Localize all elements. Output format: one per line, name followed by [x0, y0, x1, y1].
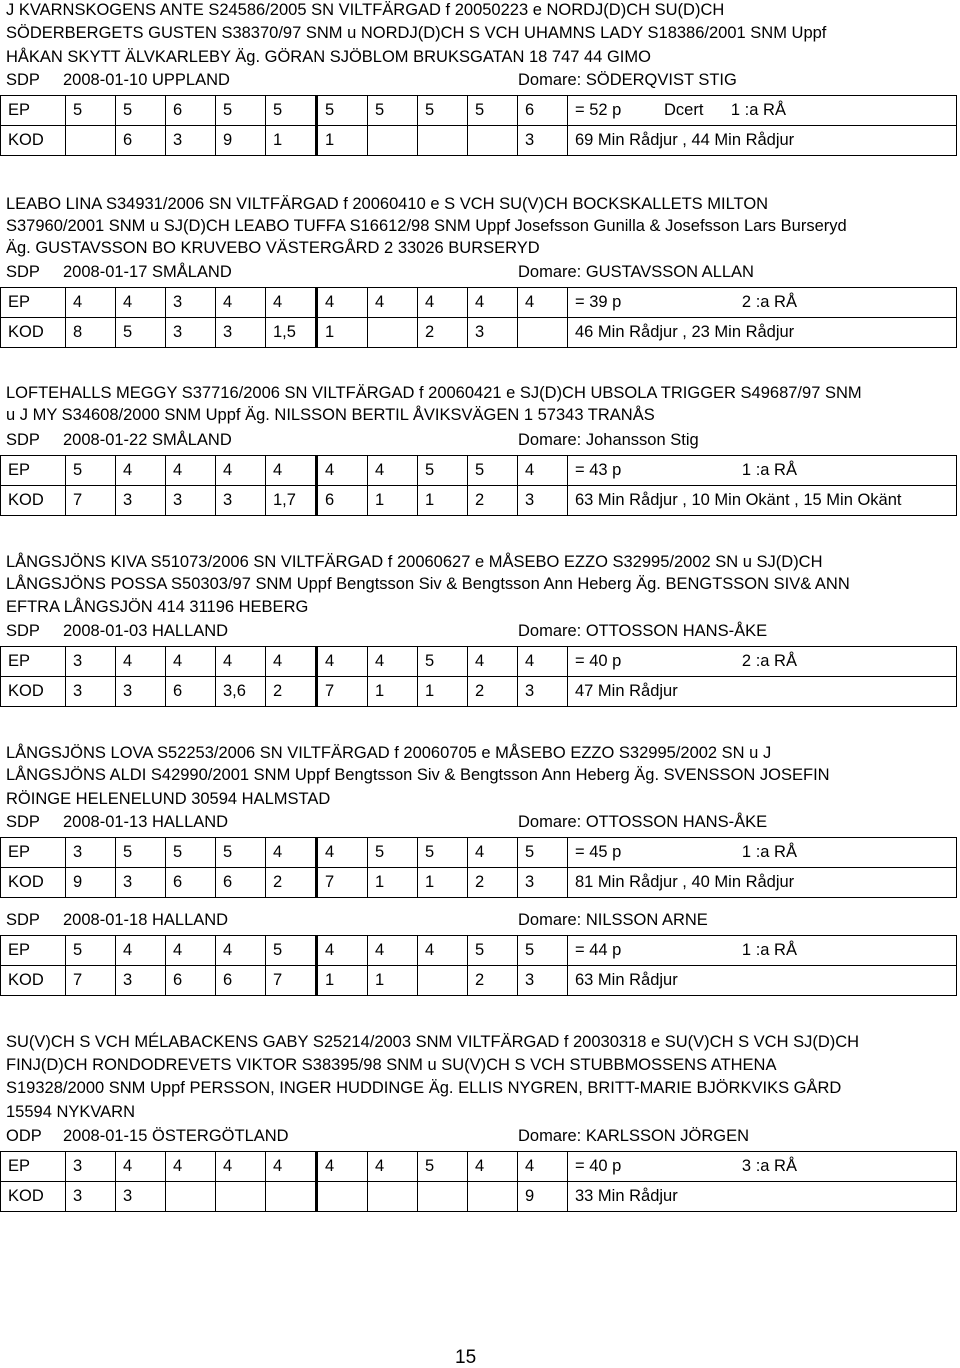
ep-score-cell: 4: [116, 647, 166, 677]
trial-kind: SDP: [6, 431, 40, 449]
trial-info-line: [6, 430, 956, 450]
dog-description-line: u J MY S34608/2000 SNM Uppf Äg. NILSSON BERTIL ÅVIKSVÄGEN 1 57343 TRANÅS: [6, 406, 655, 424]
kod-score-cell: 1: [368, 966, 418, 996]
ep-score-cell: 5: [166, 838, 216, 868]
trial-kind: SDP: [6, 71, 40, 89]
ep-total: = 43 p: [568, 456, 658, 486]
ep-score-cell: 5: [418, 96, 468, 126]
kod-score-cell: 7: [66, 966, 116, 996]
trial-info-line: [6, 621, 956, 641]
ep-score-cell: 4: [317, 936, 368, 966]
kod-score-cell: 3: [518, 486, 568, 516]
kod-score-cell: 1,7: [266, 486, 317, 516]
kod-score-cell: [166, 1182, 216, 1212]
ep-score-cell: 4: [468, 647, 518, 677]
trial-kind: SDP: [6, 813, 40, 831]
kod-score-cell: 2: [468, 868, 518, 898]
dog-description-line: RÖINGE HELENELUND 30594 HALMSTAD: [6, 790, 331, 808]
kod-row: [1, 318, 957, 348]
kod-score-cell: 2: [418, 318, 468, 348]
ep-score-cell: 5: [418, 456, 468, 486]
score-table: [0, 837, 957, 898]
page-number: 15: [455, 1347, 477, 1368]
ep-score-cell: 4: [368, 456, 418, 486]
ep-total: = 39 p: [568, 288, 658, 318]
score-table: [0, 95, 957, 156]
kod-row: [1, 677, 957, 707]
kod-score-cell: 3: [468, 318, 518, 348]
trial-info-line: [6, 70, 956, 90]
kod-score-cell: 3: [518, 868, 568, 898]
kod-score-cell: 3: [166, 318, 216, 348]
kod-score-cell: 6: [166, 868, 216, 898]
kod-label: KOD: [1, 677, 66, 707]
kod-score-cell: [368, 318, 418, 348]
ep-score-cell: 4: [518, 288, 568, 318]
dog-description-line: LÅNGSJÖNS ALDI S42990/2001 SNM Uppf Bengtsson Siv & Bengtsson Ann Heberg Äg. SVENSSON JOSEFIN: [6, 766, 830, 784]
trial-info-line: [6, 262, 956, 282]
kod-score-cell: 6: [166, 677, 216, 707]
kod-label: KOD: [1, 868, 66, 898]
kod-score-cell: 3: [116, 677, 166, 707]
dog-description-line: S19328/2000 SNM Uppf PERSSON, INGER HUDDINGE Äg. ELLIS NYGREN, BRITT-MARIE BJÖRKVIKS GÅRD: [6, 1079, 842, 1097]
ep-score-cell: 5: [418, 838, 468, 868]
kod-score-cell: 1: [317, 318, 368, 348]
kod-score-cell: 3: [518, 126, 568, 156]
dog-description-line: S37960/2001 SNM u SJ(D)CH LEABO TUFFA S16612/98 SNM Uppf Josefsson Gunilla & Josefsson Lars Burseryd: [6, 217, 847, 235]
trial-judge: Domare: SÖDERQVIST STIG: [518, 71, 737, 89]
trial-judge: Domare: OTTOSSON HANS-ÅKE: [518, 622, 768, 640]
kod-score-cell: [368, 1182, 418, 1212]
ep-row: [1, 288, 957, 318]
ep-score-cell: 4: [266, 1152, 317, 1182]
kod-score-cell: 2: [266, 868, 317, 898]
ep-score-cell: 4: [317, 838, 368, 868]
kod-score-cell: 3: [66, 677, 116, 707]
header-line: HÅKAN SKYTT ÄLVKARLEBY Äg. GÖRAN SJÖBLOM BRUKSGATAN 18 747 44 GIMO: [6, 48, 651, 66]
kod-score-cell: [317, 1182, 368, 1212]
kod-score-cell: 2: [468, 486, 518, 516]
dog-description-line: EFTRA LÅNGSJÖN 414 31196 HEBERG: [6, 598, 309, 616]
trial-date-region: 2008-01-17 SMÅLAND: [63, 263, 232, 281]
kod-score-cell: 2: [468, 966, 518, 996]
ep-score-cell: 4: [166, 1152, 216, 1182]
kod-score-cell: 9: [66, 868, 116, 898]
kod-score-cell: [418, 966, 468, 996]
kod-score-cell: [418, 1182, 468, 1212]
ep-score-cell: 4: [216, 1152, 266, 1182]
kod-result: 69 Min Rådjur , 44 Min Rådjur: [568, 126, 957, 156]
ep-label: EP: [1, 456, 66, 486]
kod-result: 46 Min Rådjur , 23 Min Rådjur: [568, 318, 957, 348]
ep-result: 3 :a RÅ: [657, 1152, 957, 1182]
kod-score-cell: 2: [468, 677, 518, 707]
kod-score-cell: 3: [518, 677, 568, 707]
ep-score-cell: 4: [418, 936, 468, 966]
ep-label: EP: [1, 288, 66, 318]
ep-result: Dcert 1 :a RÅ: [657, 96, 957, 126]
trial-judge: Domare: GUSTAVSSON ALLAN: [518, 263, 754, 281]
kod-score-cell: 3: [66, 1182, 116, 1212]
kod-label: KOD: [1, 1182, 66, 1212]
ep-total: = 40 p: [568, 1152, 658, 1182]
trial-date-region: 2008-01-10 UPPLAND: [63, 71, 230, 89]
kod-result: 81 Min Rådjur , 40 Min Rådjur: [568, 868, 957, 898]
ep-total: = 52 p: [568, 96, 658, 126]
kod-score-cell: 7: [317, 868, 368, 898]
ep-score-cell: 5: [266, 96, 317, 126]
ep-score-cell: 4: [116, 456, 166, 486]
kod-score-cell: 3: [518, 966, 568, 996]
ep-score-cell: 3: [66, 1152, 116, 1182]
ep-score-cell: 4: [216, 647, 266, 677]
ep-score-cell: 4: [317, 647, 368, 677]
kod-score-cell: 1: [418, 486, 468, 516]
kod-result: 63 Min Rådjur: [568, 966, 957, 996]
ep-score-cell: 4: [368, 936, 418, 966]
ep-score-cell: 5: [468, 456, 518, 486]
ep-score-cell: 4: [368, 647, 418, 677]
ep-score-cell: 5: [468, 936, 518, 966]
ep-total: = 45 p: [568, 838, 658, 868]
kod-score-cell: 3: [216, 318, 266, 348]
kod-score-cell: 9: [216, 126, 266, 156]
kod-score-cell: 1,5: [266, 318, 317, 348]
ep-score-cell: 6: [518, 96, 568, 126]
dog-description-line: 15594 NYKVARN: [6, 1103, 136, 1121]
ep-score-cell: 5: [368, 96, 418, 126]
ep-score-cell: 4: [468, 1152, 518, 1182]
kod-score-cell: 6: [116, 126, 166, 156]
kod-row: [1, 966, 957, 996]
kod-score-cell: 2: [266, 677, 317, 707]
ep-score-cell: 5: [216, 838, 266, 868]
ep-score-cell: 5: [368, 838, 418, 868]
ep-score-cell: 5: [317, 96, 368, 126]
kod-score-cell: 3: [116, 486, 166, 516]
ep-result: 1 :a RÅ: [657, 838, 957, 868]
trial-judge: Domare: Johansson Stig: [518, 431, 699, 449]
score-table: [0, 935, 957, 996]
dog-description-line: LEABO LINA S34931/2006 SN VILTFÄRGAD f 20060410 e S VCH SU(V)CH BOCKSKALLETS MILTON: [6, 195, 769, 213]
ep-score-cell: 4: [468, 288, 518, 318]
ep-score-cell: 4: [166, 647, 216, 677]
header-line: SÖDERBERGETS GUSTEN S38370/97 SNM u NORDJ(D)CH S VCH UHAMNS LADY S18386/2001 SNM Uppf: [6, 24, 827, 42]
ep-score-cell: 4: [468, 838, 518, 868]
kod-score-cell: 1: [266, 126, 317, 156]
trial-kind: ODP: [6, 1127, 42, 1145]
kod-score-cell: 6: [166, 966, 216, 996]
kod-score-cell: 3: [166, 126, 216, 156]
ep-score-cell: 5: [116, 96, 166, 126]
ep-label: EP: [1, 647, 66, 677]
kod-row: [1, 486, 957, 516]
ep-score-cell: 3: [166, 288, 216, 318]
ep-score-cell: 3: [66, 838, 116, 868]
ep-total: = 40 p: [568, 647, 658, 677]
dog-description-line: Äg. GUSTAVSSON BO KRUVEBO VÄSTERGÅRD 2 33026 BURSERYD: [6, 239, 540, 257]
kod-score-cell: 1: [418, 868, 468, 898]
kod-score-cell: 3,6: [216, 677, 266, 707]
ep-score-cell: 6: [166, 96, 216, 126]
kod-score-cell: 3: [116, 966, 166, 996]
ep-score-cell: 4: [166, 456, 216, 486]
ep-label: EP: [1, 936, 66, 966]
ep-row: [1, 1152, 957, 1182]
trial-date-region: 2008-01-13 HALLAND: [63, 813, 229, 831]
kod-score-cell: 3: [216, 486, 266, 516]
trial-date-region: 2008-01-03 HALLAND: [63, 622, 229, 640]
ep-score-cell: 3: [66, 647, 116, 677]
ep-score-cell: 5: [468, 96, 518, 126]
kod-score-cell: [66, 126, 116, 156]
dog-description-line: LÅNGSJÖNS LOVA S52253/2006 SN VILTFÄRGAD f 20060705 e MÅSEBO EZZO S32995/2002 SN u J: [6, 744, 772, 762]
ep-score-cell: 4: [116, 1152, 166, 1182]
ep-score-cell: 4: [266, 288, 317, 318]
score-table: [0, 1151, 957, 1212]
ep-label: EP: [1, 1152, 66, 1182]
kod-score-cell: 3: [116, 868, 166, 898]
ep-row: [1, 456, 957, 486]
trial-kind: SDP: [6, 911, 40, 929]
kod-score-cell: 1: [368, 486, 418, 516]
ep-result: 1 :a RÅ: [657, 936, 957, 966]
ep-score-cell: 4: [518, 647, 568, 677]
kod-row: [1, 126, 957, 156]
ep-row: [1, 647, 957, 677]
ep-score-cell: 4: [216, 288, 266, 318]
ep-label: EP: [1, 96, 66, 126]
kod-score-cell: [368, 126, 418, 156]
kod-score-cell: 3: [166, 486, 216, 516]
kod-score-cell: 1: [317, 126, 368, 156]
kod-score-cell: 1: [418, 677, 468, 707]
ep-score-cell: 5: [418, 1152, 468, 1182]
ep-score-cell: 5: [66, 456, 116, 486]
kod-label: KOD: [1, 318, 66, 348]
kod-label: KOD: [1, 966, 66, 996]
ep-score-cell: 5: [116, 838, 166, 868]
trial-info-line: [6, 812, 956, 832]
kod-result: 33 Min Rådjur: [568, 1182, 957, 1212]
kod-score-cell: 6: [317, 486, 368, 516]
trial-date-region: 2008-01-15 ÖSTERGÖTLAND: [63, 1127, 289, 1145]
kod-score-cell: 5: [116, 318, 166, 348]
kod-result: 47 Min Rådjur: [568, 677, 957, 707]
kod-score-cell: 1: [368, 677, 418, 707]
ep-score-cell: 5: [216, 96, 266, 126]
kod-label: KOD: [1, 486, 66, 516]
dog-description-line: SU(V)CH S VCH MÉLABACKENS GABY S25214/2003 SNM VILTFÄRGAD f 20030318 e SU(V)CH S VCH SJ(D)CH: [6, 1033, 860, 1051]
header-line: J KVARNSKOGENS ANTE S24586/2005 SN VILTFÄRGAD f 20050223 e NORDJ(D)CH SU(D)CH: [6, 1, 725, 19]
score-table: [0, 287, 957, 348]
ep-score-cell: 4: [518, 1152, 568, 1182]
trial-date-region: 2008-01-22 SMÅLAND: [63, 431, 232, 449]
ep-score-cell: 5: [518, 838, 568, 868]
dog-description-line: LÅNGSJÖNS POSSA S50303/97 SNM Uppf Bengtsson Siv & Bengtsson Ann Heberg Äg. BENGTSSON SIV& ANN: [6, 575, 850, 593]
score-table: [0, 646, 957, 707]
kod-score-cell: [468, 126, 518, 156]
kod-score-cell: [418, 126, 468, 156]
ep-row: [1, 96, 957, 126]
trial-info-line: [6, 910, 956, 930]
trial-kind: SDP: [6, 622, 40, 640]
kod-score-cell: 6: [216, 868, 266, 898]
ep-score-cell: 4: [116, 288, 166, 318]
kod-score-cell: 7: [66, 486, 116, 516]
trial-info-line: [6, 1126, 956, 1146]
ep-result: 2 :a RÅ: [657, 288, 957, 318]
ep-score-cell: 4: [216, 456, 266, 486]
ep-score-cell: 4: [266, 456, 317, 486]
kod-label: KOD: [1, 126, 66, 156]
dog-description-line: FINJ(D)CH RONDODREVETS VIKTOR S38395/98 SNM u SU(V)CH S VCH STUBBMOSSENS ATHENA: [6, 1056, 777, 1074]
dog-description-line: LOFTEHALLS MEGGY S37716/2006 SN VILTFÄRGAD f 20060421 e SJ(D)CH UBSOLA TRIGGER S49687/97 SNM: [6, 384, 862, 402]
kod-score-cell: [518, 318, 568, 348]
kod-score-cell: 1: [368, 868, 418, 898]
kod-score-cell: 8: [66, 318, 116, 348]
kod-result: 63 Min Rådjur , 10 Min Okänt , 15 Min Okänt: [568, 486, 957, 516]
ep-score-cell: 5: [266, 936, 317, 966]
ep-total: = 44 p: [568, 936, 658, 966]
trial-date-region: 2008-01-18 HALLAND: [63, 911, 229, 929]
ep-result: 2 :a RÅ: [657, 647, 957, 677]
score-table: [0, 455, 957, 516]
ep-score-cell: 4: [317, 456, 368, 486]
dog-description-line: LÅNGSJÖNS KIVA S51073/2006 SN VILTFÄRGAD f 20060627 e MÅSEBO EZZO S32995/2002 SN u SJ(D)CH: [6, 553, 823, 571]
ep-label: EP: [1, 838, 66, 868]
ep-score-cell: 4: [418, 288, 468, 318]
kod-score-cell: [266, 1182, 317, 1212]
trial-kind: SDP: [6, 263, 40, 281]
ep-score-cell: 4: [518, 456, 568, 486]
kod-score-cell: [468, 1182, 518, 1212]
trial-judge: Domare: KARLSSON JÖRGEN: [518, 1127, 750, 1145]
kod-score-cell: 7: [266, 966, 317, 996]
trial-judge: Domare: OTTOSSON HANS-ÅKE: [518, 813, 768, 831]
ep-score-cell: 5: [418, 647, 468, 677]
ep-score-cell: 4: [166, 936, 216, 966]
ep-score-cell: 4: [116, 936, 166, 966]
kod-row: [1, 1182, 957, 1212]
ep-result: 1 :a RÅ: [657, 456, 957, 486]
ep-score-cell: 5: [66, 96, 116, 126]
ep-score-cell: 5: [518, 936, 568, 966]
ep-score-cell: 4: [216, 936, 266, 966]
kod-score-cell: [216, 1182, 266, 1212]
ep-score-cell: 4: [317, 288, 368, 318]
trial-judge: Domare: NILSSON ARNE: [518, 911, 708, 929]
kod-score-cell: 6: [216, 966, 266, 996]
ep-score-cell: 4: [266, 838, 317, 868]
kod-row: [1, 868, 957, 898]
kod-score-cell: 1: [317, 966, 368, 996]
ep-score-cell: 4: [368, 288, 418, 318]
ep-score-cell: 4: [317, 1152, 368, 1182]
ep-row: [1, 936, 957, 966]
kod-score-cell: 7: [317, 677, 368, 707]
ep-row: [1, 838, 957, 868]
ep-score-cell: 5: [66, 936, 116, 966]
ep-score-cell: 4: [368, 1152, 418, 1182]
ep-score-cell: 4: [266, 647, 317, 677]
kod-score-cell: 3: [116, 1182, 166, 1212]
kod-score-cell: 9: [518, 1182, 568, 1212]
ep-score-cell: 4: [66, 288, 116, 318]
